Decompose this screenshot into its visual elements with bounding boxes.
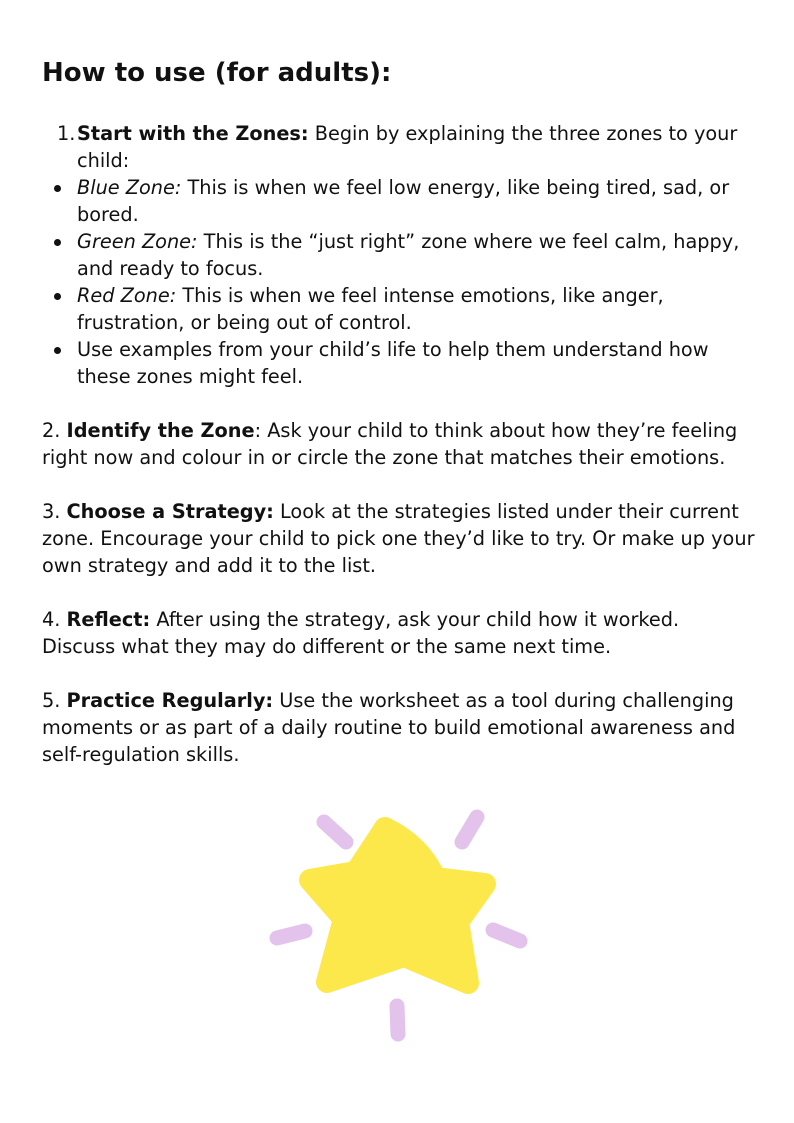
step-3-number: 3. [42,500,67,523]
step-5-text: Use the worksheet as a tool during challenging moments or as part of a daily routine to build emotional awareness and self-regulation skills. [42,689,736,766]
sparkle-ray-top-right [462,817,477,842]
step-5-number: 5. [42,689,67,712]
step-4 [42,606,757,660]
page-title: How to use (for adults): [42,58,392,88]
green-zone-label: Green Zone: [77,230,198,253]
step-4-title: Reflect: [66,608,151,631]
step-3 [42,498,757,579]
step-4-number: 4. [42,608,67,631]
step-2-title: Identify the Zone [66,419,255,442]
step-2 [42,417,757,471]
step-2-number: 2. [42,419,67,442]
zones-list [42,174,757,390]
sparkle-ray-right [493,930,520,941]
step-2-text: : Ask your child to think about how they’re feeling right now and colour in or circle the zone that matches their emotions. [42,419,738,469]
step-3-title: Choose a Strategy: [66,500,274,523]
blue-zone-text: This is when we feel low energy, like being tired, sad, or bored. [77,176,730,226]
sparkle-star-icon [262,805,534,1050]
step-1-title: Start with the Zones: [77,122,309,145]
red-zone-label: Red Zone: [77,284,177,307]
red-zone-text: This is when we feel intense emotions, like anger, frustration, or being out of control. [77,284,664,334]
list-item-blue-zone [42,174,757,228]
blue-zone-label: Blue Zone: [77,176,182,199]
step-5 [42,687,757,768]
green-zone-text: This is the “just right” zone where we feel calm, happy, and ready to focus. [77,230,740,280]
list-item-red-zone [42,282,757,336]
step-1-number: 1. [57,122,76,145]
step-1-text: Begin by explaining the three zones to your child: [77,122,738,172]
sparkle-ray-bottom [397,1006,398,1034]
examples-text: Use examples from your child’s life to help them understand how these zones might feel. [77,338,709,388]
step-4-text: After using the strategy, ask your child how it worked. Discuss what they may do different or the same next time. [42,608,680,658]
step-1 [42,120,757,174]
list-item-examples [42,336,757,390]
step-5-title: Practice Regularly: [66,689,274,712]
sparkle-ray-left [277,931,305,938]
step-3-text: Look at the strategies listed under their current zone. Encourage your child to pick one they’d like to try. Or make up your own strategy and add it to the list. [42,500,755,577]
sparkle-ray-top-left [324,822,346,842]
instructions [42,120,757,768]
star-shape [310,828,485,983]
list-item-green-zone [42,228,757,282]
